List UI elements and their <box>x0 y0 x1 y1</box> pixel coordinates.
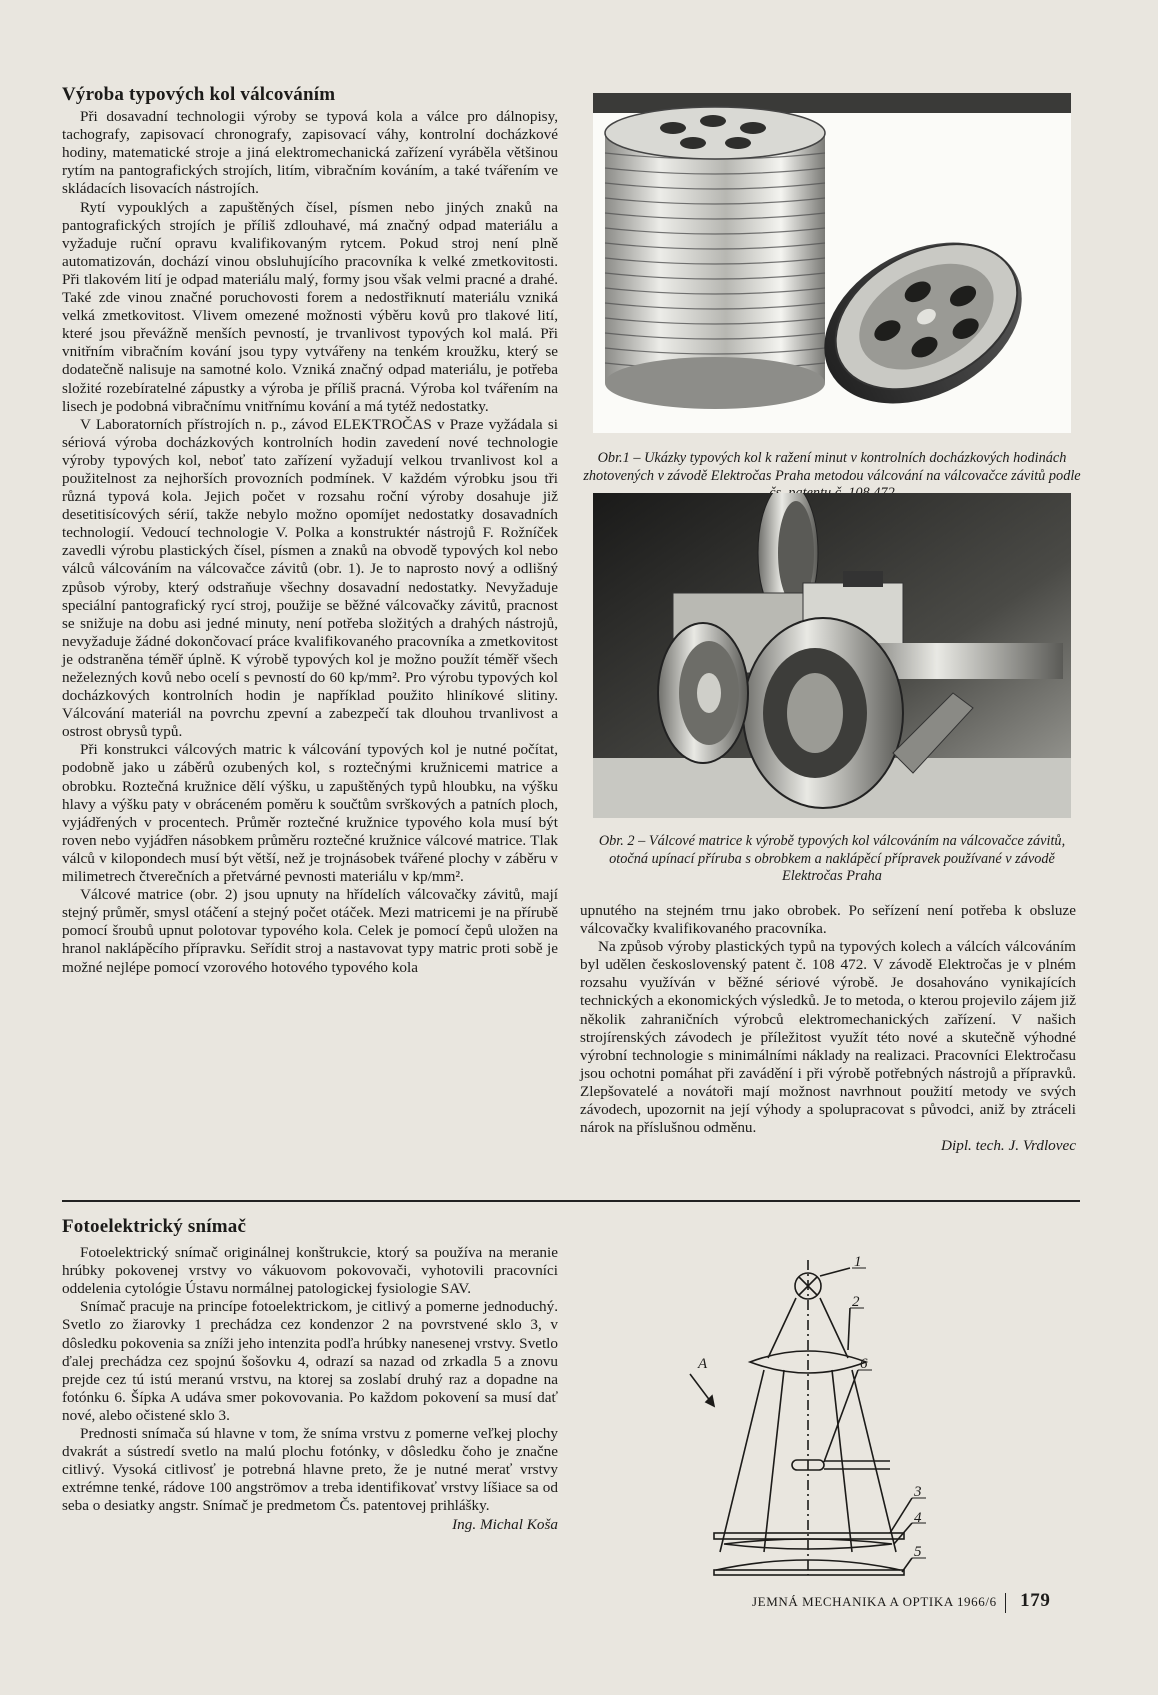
article1-paragraph: V Laboratorních přístrojích n. p., závod ELEKTROČAS v Praze vyžádala si sériová výroba docházkových kontrolních hodin zavedení nové technologie výroby typových kol, neboť tato zařízení vyžadují velkou trvanlivost kol a použitelnost za nejhorších provozních podmínek. V každém výrobku jsou tři různá typová kola. Jejich počet v rozsahu roční výroby dosahuje již desetitisícových sérií, takže nebylo možno opomíjet nedostatky dosavadních technologií. Vedoucí technologie V. Polka a konstruktér nástrojů F. Rožníček zavedli výrobu plastických čísel, písmen a znaků na obvodě typových kol nebo válců válcováním na válcovačce závitů (obr. 1). Je to naprosto nový a odlišný způsob výroby, který odstraňuje všechny dosavadní nedostatky. Nevyžaduje speciální pantografický rycí stroj, použije se běžné válcovačky závitů, pracnost se snižuje na dobu asi jedné minuty, není potřeba složitých a drahých nástrojů, nevyžaduje žádné dokončovací práce kvalifikovaného pracovníka a zmetkovitost je odstraněna téměř úplně. K výrobě typových kol je možno použít téměř všech neželezných kovů nebo ocelí s pevností do 60 kp/mm². Pro výrobu typových kol docházkových kontrolních hodin je například použito hliníkové slitiny. Válcování materiál na povrchu zpevní a zabezpečí tak dlouhou trvanlivost a ostrost obrysů typů. <box>62 415 558 741</box>
article2-title: Fotoelektrický snímač <box>62 1216 247 1237</box>
diagram-label-4: 4 <box>914 1510 922 1526</box>
footer-divider <box>1005 1593 1007 1613</box>
sensor-diagram <box>680 1240 980 1600</box>
article1-paragraph: Při dosavadní technologii výroby se typová kola a válce pro dálnopisy, tachografy, zapisovací chronografy, zapisovací váhy, kontrolní docházkové hodiny, matematické stroje a jiná elektromechanická zařízení vyráběla většinou rytím na pantografických strojích, litím, vibračním kováním, a také tvářením ve skládacích lisovacích nástrojích. <box>62 108 558 198</box>
article1-left-column <box>62 86 558 977</box>
page-number: 179 <box>1020 1590 1051 1611</box>
article1-right-column <box>580 902 1076 1155</box>
article1-title: Výroba typových kol válcováním <box>62 84 336 105</box>
article2-paragraph: Prednosti snímača sú hlavne v tom, že sníma vrstvu z pomerne veľkej plochy dvakrát a sústredí svetlo na malú plochu fotónky, v dôsledku čoho je značne citlivý. Vysoká citlivosť je potrebná hlavne preto, že je nutné merať vrstvy extrémne tenké, rádove 100 angströmov a treba identifikovať vrstvy líšiace sa od seba o desiatky angstr. Snímač je predmetom Čs. patentovej prihlášky. <box>62 1425 558 1515</box>
diagram-label-6: 6 <box>860 1356 868 1372</box>
journal-name: JEMNÁ MECHANIKA A OPTIKA 1966/6 <box>752 1594 997 1609</box>
article1-paragraph: Na způsob výroby plastických typů na typových kolech a válcích válcováním byl udělen československý patent č. 108 472. V závodě Elektročas je v plném rozsahu využíván v běžné sériové výrobě. Je dosahováno vynikajících technických a ekonomických výsledků. Je to metoda, o kterou projevilo zájem již několik zahraničních výrobců elektromechanických zařízení. V našich strojírenských závodech je příležitost využít této nové a skutečně výhodné výrobní technologie s minimálními náklady na realizaci. Pracovníci Elektročasu jsou ochotni pomáhat při zavádění i při výrobě potřebných nástrojů a přípravků. Zlepšovatelé a novátoři mají možnost navrhnout použití metody ve svých závodech, upozornit na její výhody a spolupracovat s původci, aniž by ztráceli nárok na příslušnou odměnu. <box>580 938 1076 1137</box>
article-separator <box>62 1200 1080 1202</box>
article2-paragraph: Snímač pracuje na princípe fotoelektrickom, je citlivý a pomerne jednoduchý. Svetlo zo žiarovky 1 prechádza cez kondenzor 2 na povrstvené sklo 3, v dôsledku pokovenia sa zníži jeho intenzita podľa hrúbky nanesenej vrstvy. Svetlo ďalej prechádza cez spojnú šošovku 4, odrazí sa nazad od zrkadla 5 a znovu prejde cez tú istú meranú vrstvu, na ktorej sa zoslabí druhý raz a dopadne na fotónku 6. Šípka A udáva smer pokovovania. Po každom pokovení sa musí dať nové, alebo očistené sklo 3. <box>62 1298 558 1424</box>
article1-paragraph: Při konstrukci válcových matric k válcování typových kol je nutné počítat, podobně jako u záběrů ozubených kol, s roztečnými kružnicemi matrice a obrobku. Roztečná kružnice dělí výšku, u zapuštěných typů hloubku, na výšku hlavy a výšku paty v obráceném poměru k součtům svrškových a patních ploch, vyjádřených v procentech. Průměr roztečné kružnice typového kola musí být roven nebo vyjádřen násobkem průměru roztečné kružnice válcové matrice. Tlak válců v kilopondech musí být větší, než je trojnásobek tvářené plochy v záběru v milimetrech čtverečních a přetvárné pevnosti materiálu v kp/mm². <box>62 741 558 886</box>
type-wheels-image <box>593 93 1071 433</box>
article1-signature: Dipl. tech. J. Vrdlovec <box>941 1137 1076 1155</box>
figure-2-caption: Obr. 2 – Válcové matrice k výrobě typových kol válcováním na válcovačce závitů, otočná upínací příruba s obrobkem a naklápěcí přípravek používané v závodě Elektročas Praha <box>598 833 1066 884</box>
roller-dies-image <box>593 493 1071 818</box>
mirror <box>714 1570 904 1575</box>
figure-1-caption: Obr.1 – Ukázky typových kol k ražení minut v kontrolních docházkových hodinách zhotovených v závodě Elektročas Praha metodou válcování na válcovačce závitů podle <box>583 450 1081 484</box>
diagram-label-1: 1 <box>854 1254 862 1270</box>
diagram-label-3: 3 <box>914 1484 922 1500</box>
article1-paragraph: Válcové matrice (obr. 2) jsou upnuty na hřídelích válcovačky závitů, mají stejný průměr, smysl otáčení a stejný počet otáček. Mezi matricemi je na přírubě pomocí šroubů upnut polotovar typového kola. Celek je pomocí čepů uložen na hranol naklápěcího přípravku. Seřídit stroj a nastavovat typy matric proti sobě je možné nejlépe pomocí vzorového hotového typového kola <box>62 886 558 976</box>
article2-paragraph: Fotoelektrický snímač originálnej konštrukcie, ktorý sa používa na meranie hrúbky pokovenej vrstvy vo vákuovom pokovovači, vyhotovili pracovníci oddelenia cytológie Ústavu normálnej patologickej fysiologie SAV. <box>62 1244 558 1298</box>
figure-2-photo <box>593 493 1071 818</box>
article1-paragraph: upnutého na stejném trnu jako obrobek. Po seřízení není potřeba k obsluze válcovačky kvalifikovaného pracovníka. <box>580 902 1076 938</box>
figure-1-photo <box>593 93 1071 433</box>
coated-glass <box>714 1533 904 1539</box>
diagram-label-2: 2 <box>852 1294 860 1310</box>
diagram-label-A: A <box>698 1356 708 1372</box>
article2-column <box>62 1218 558 1534</box>
page-footer <box>752 1590 1050 1613</box>
diagram-label-5: 5 <box>914 1544 922 1560</box>
article1-paragraph: Rytí vypouklých a zapuštěných čísel, písmen nebo jiných znaků na pantografických strojích je příliš zdlouhavé, má značný odpad materiálu a vyžaduje ruční opravu kvalifikovaným rytcem. Pokud stroj není plně automatizován, dochází vinou obsluhujícího pracovníka k velké zmetkovitosti. Při tlakovém lití je odpad materiálu malý, formy jsou však velmi pracné a drahé. Také zde vinou značné poruchovosti forem a nedostřiknutí materiálu vzniká velká zmetkovitost. Vlivem omezené možnosti výběru kovů pro tlakové lití, které jsou převážně menších pevností, je trvanlivost typových kol malá. Při vnitřním vibračním kování jsou typy vytvářeny na tenkém kroužku, který se dodatečně nalisuje na samotné kolo. Vzniká značný odpad materiálu, je potřeba složité rozebíratelné zápustky a výroba je příliš pracná. Výroba kol tvářením na lisech je podobná vibračnímu vnitřnímu kování a má tytéž nedostatky. <box>62 198 558 415</box>
article2-signature: Ing. Michal Koša <box>452 1515 558 1533</box>
